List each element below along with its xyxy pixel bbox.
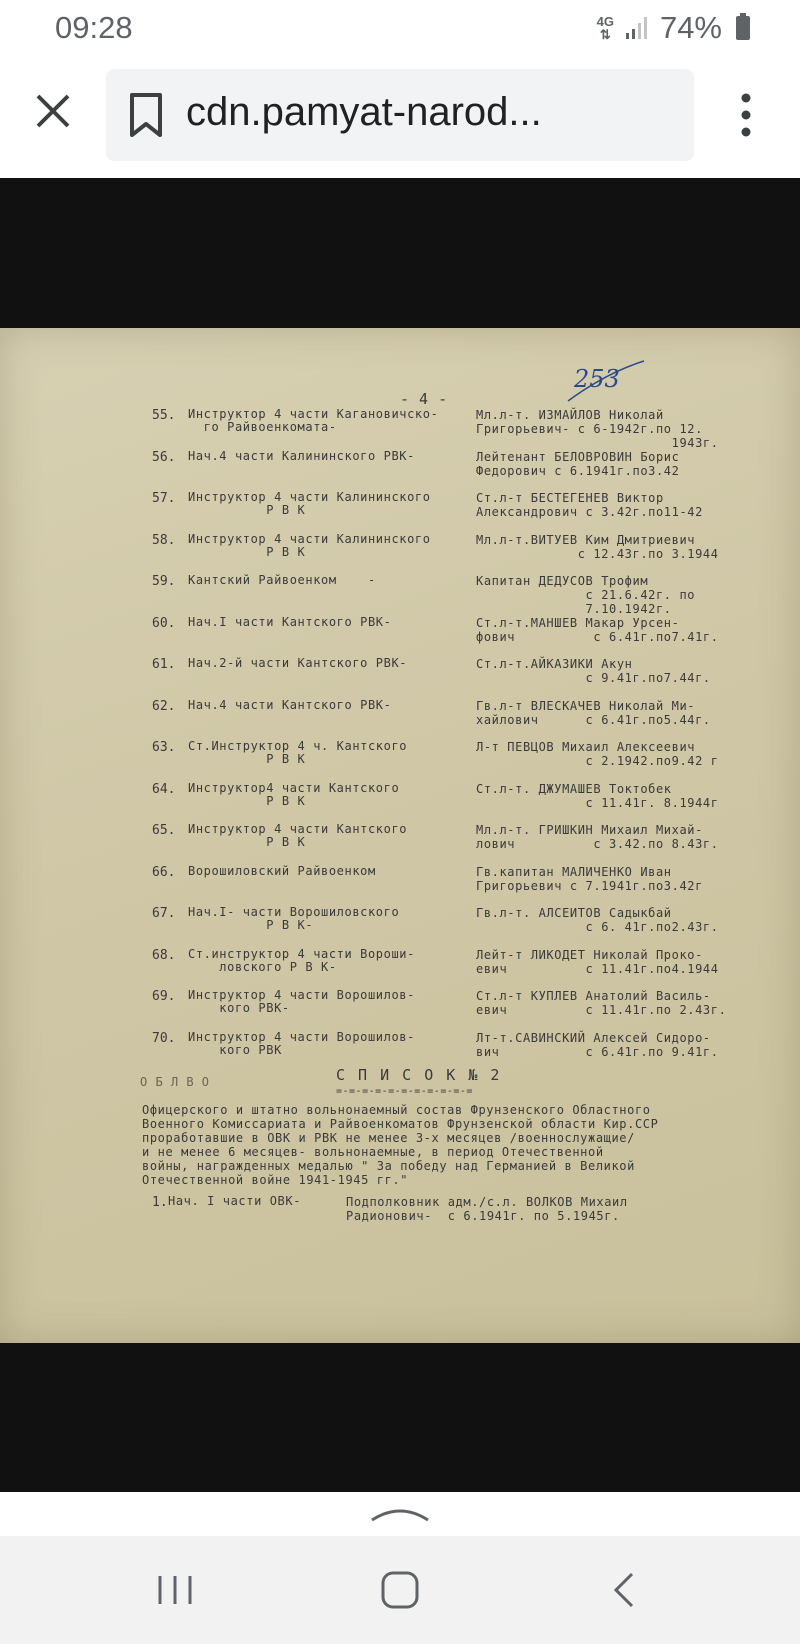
entry-position: Ст.инструктор 4 части Вороши- ловского Р В К- <box>188 947 415 974</box>
entry-person: Мл.л-т.ВИТУЕВ Ким Дмитриевич с 12.43г.по 3.1944 <box>476 533 719 561</box>
entry-number: 70. <box>152 1031 176 1046</box>
entry-number: 63. <box>152 740 176 755</box>
entry-person: Капитан ДЕДУСОВ Трофим с 21.6.42г. по 7.10.1942г. <box>476 574 696 616</box>
entry-position: Инструктор 4 части Калининского Р В К <box>188 532 431 559</box>
entry-number: 55. <box>152 408 176 423</box>
page-number: - 4 - <box>400 390 448 408</box>
entry-person: Лейт-т ЛИКОДЕТ Николай Проко- евич с 11.41г.по4.1944 <box>476 948 719 976</box>
recents-icon[interactable] <box>146 1562 206 1618</box>
list-entry-number: 1. <box>152 1195 168 1210</box>
entry-number: 66. <box>152 865 176 880</box>
system-nav-bar <box>0 1536 800 1644</box>
entry-position: Инструктор 4 части Ворошилов- кого РВК- <box>188 988 415 1015</box>
battery-icon <box>736 16 750 40</box>
battery-percent: 74% <box>659 10 722 45</box>
entry-person: Ст.л-т.АЙКАЗИКИ Акун с 9.41г.по7.44г. <box>476 657 711 685</box>
entry-number: 58. <box>152 533 176 548</box>
status-time: 09:28 <box>55 10 133 45</box>
entry-position: Нач.I части Кантского РВК- <box>188 615 392 629</box>
entry-number: 64. <box>152 782 176 797</box>
entry-number: 57. <box>152 491 176 506</box>
list-title: С П И С О К № 2 <box>336 1066 502 1084</box>
entry-person: Мл.л-т. ГРИШКИН Михаил Михай- лович с 3.42.по 8.43г. <box>476 823 719 851</box>
entry-person: Л-т ПЕВЦОВ Михаил Алексеевич с 2.1942.по9.42 г <box>476 740 719 768</box>
document-scan <box>0 328 800 1343</box>
entry-person: Лт-т.САВИНСКИЙ Алексей Сидоро- вич с 6.41г.по 9.41г. <box>476 1031 719 1059</box>
entry-position: Инструктор 4 части Кагановичско- го Райвоенкомата- <box>188 407 439 434</box>
handwritten-number: 253 <box>574 365 620 393</box>
image-viewer[interactable] <box>0 178 800 1492</box>
bottom-sheet-handle[interactable] <box>0 1492 800 1536</box>
entry-number: 56. <box>152 450 176 465</box>
network-indicator <box>597 15 614 41</box>
entry-number: 59. <box>152 574 176 589</box>
entry-position: Ворошиловский Райвоенком <box>188 864 376 878</box>
bookmark-icon[interactable] <box>126 93 166 137</box>
status-icons <box>597 10 750 46</box>
entry-position: Нач.4 части Калининского РВК- <box>188 449 415 463</box>
signal-icon <box>624 15 650 41</box>
entry-position: Нач.I- части Ворошиловского Р В К- <box>188 905 400 932</box>
title-underline: =-=-=-=-=-=-=-=-=-=-= <box>336 1086 473 1097</box>
entry-position: Нач.4 части Кантского РВК- <box>188 698 392 712</box>
handwritten-mark <box>566 353 646 403</box>
close-icon[interactable] <box>28 86 78 136</box>
entry-person: Ст.л-т КУПЛЕВ Анатолий Василь- евич с 11.41г.по 2.43г. <box>476 989 727 1017</box>
data-arrows-icon: ⇅ <box>599 27 611 42</box>
status-bar <box>0 0 800 60</box>
entry-number: 61. <box>152 657 176 672</box>
entry-position: Инструктор 4 части Кантского Р В К <box>188 822 408 849</box>
entry-person: Гв.л-т. АЛСЕИТОВ Садыкбай с 6. 41г.по2.43г. <box>476 906 719 934</box>
entry-position: Инструктор4 части Кантского Р В К <box>188 781 400 808</box>
entry-person: Ст.л-т БЕСТЕГЕНЕВ Виктор Александрович с 3.42г.по11-42 <box>476 491 703 519</box>
entry-person: Гв.капитан МАЛИЧЕНКО Иван Григорьевич с 7.1941г.по3.42г <box>476 865 703 893</box>
entry-person: Ст.л-т.МАНШЕВ Макар Урсен- фович с 6.41г.по7.41г. <box>476 616 719 644</box>
chevron-up-icon[interactable] <box>370 1504 430 1524</box>
back-icon[interactable] <box>594 1562 654 1618</box>
entry-person: Мл.л-т. ИЗМАЙЛОВ Николай Григорьевич- с 6-1942г.по 12. 1943г. <box>476 408 719 450</box>
entry-number: 67. <box>152 906 176 921</box>
entry-position: Нач.2-й части Кантского РВК- <box>188 656 408 670</box>
entry-person: Лейтенант БЕЛОВРОВИН Борис Федорович с 6.1941г.по3.42 <box>476 450 680 478</box>
entry-position: Кантский Райвоенком - <box>188 573 376 587</box>
entry-number: 68. <box>152 948 176 963</box>
entry-position: Ст.Инструктор 4 ч. Кантского Р В К <box>188 739 408 766</box>
list-entry-person: Подполковник адм./с.л. ВОЛКОВ Михаил Радионович- с 6.1941г. по 5.1945г. <box>346 1195 628 1223</box>
list-entry-position: Нач. I части ОВК- <box>168 1194 302 1208</box>
entry-number: 60. <box>152 616 176 631</box>
stamp-text: О Б Л В О <box>140 1075 210 1089</box>
entry-number: 69. <box>152 989 176 1004</box>
entry-person: Гв.л-т ВЛЕСКАЧЕВ Николай Ми- хайлович с 6.41г.по5.44г. <box>476 699 711 727</box>
url-field[interactable] <box>106 69 694 161</box>
home-icon[interactable] <box>370 1562 430 1618</box>
url-text[interactable]: cdn.pamyat-narod... <box>186 90 542 134</box>
list-description: Офицерского и штатно вольнонаемный состав Фрунзенского Областного Военного Комиссариата и Райвоенкоматов Фрунзенской области Кир.ССР проработавшие в ОВК и РВК не менее 3-х месяцев /военнослужащие/ и не менее 6 месяцев- вольнонаемные, в период Отечественной войны, награжденных медалью " За победу над Германией в Великой Отечественной войне 1941-1945 гг." <box>142 1103 659 1187</box>
entry-number: 62. <box>152 699 176 714</box>
more-vert-icon[interactable] <box>726 90 766 140</box>
entry-number: 65. <box>152 823 176 838</box>
entry-position: Инструктор 4 части Калининского Р В К <box>188 490 431 517</box>
entry-position: Инструктор 4 части Ворошилов- кого РВК <box>188 1030 415 1057</box>
entry-person: Ст.л-т. ДЖУМАШЕВ Токтобек с 11.41г. 8.1944г <box>476 782 719 810</box>
network-type: 4G <box>596 14 614 29</box>
